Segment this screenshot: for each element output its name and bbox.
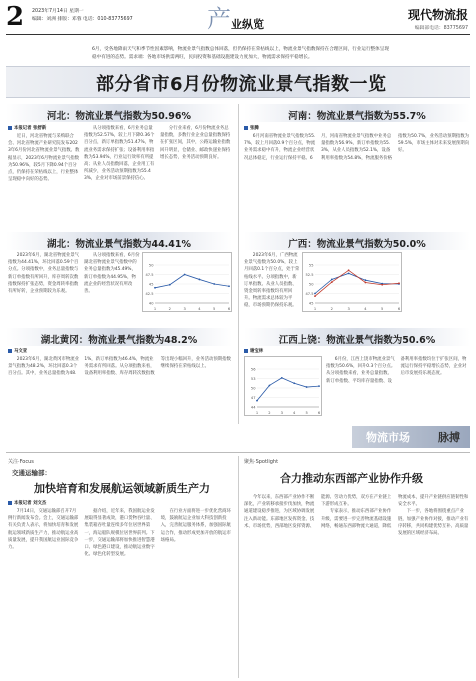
masthead (0, 0, 476, 42)
column-divider (238, 104, 239, 424)
article-huanggang: 2023年6月，湖北黄冈市物流业景气指数为48.2%，环比回落0.3个百分点。其中，业务总量指数为48.1%，新订单指数为46.4%，物流业务需求有所回落。从分项指数来看，设备利用率指数、库存周转次数指数等出现小幅回升，业务活动预期指数继续保持在荣枯线以上。 (8, 357, 231, 377)
data-point (331, 281, 333, 283)
y-tick-label: 50 (308, 282, 314, 287)
masthead-editor: 编辑：刘洲 排版：邓蓉 电话：010-83775697 (32, 17, 133, 22)
y-tick-label: 45 (308, 301, 314, 306)
square-icon (244, 126, 248, 130)
masthead-info (32, 8, 142, 24)
byline-hebei: 本报记者 张舒新 (8, 125, 46, 132)
page-number: 2 (6, 2, 25, 32)
data-point (281, 377, 283, 379)
y-tick-label: 45 (148, 282, 154, 287)
x-tick-label: 3 (280, 411, 283, 415)
data-point (348, 272, 350, 274)
x-tick-label: 3 (183, 307, 186, 311)
article-hubei-col1: 2023年6月，湖北省物流业景气指数为44.41%，环比回落0.59个百分点。分项指数中，业务总量指数与新订单指数有所回升，库存周转次数指数保持扩张态势，资金周转率指数有所好转，企业预期较为乐观。 (8, 253, 80, 295)
data-point (314, 293, 316, 295)
chart-guangxi (302, 252, 402, 312)
x-tick-label: 1 (153, 307, 157, 311)
y-tick-label: 50 (148, 263, 154, 268)
article-shangrao: 6月份，江西上饶市物流业景气指数为50.6%，回升0.3个百分点。从分项指数来看，业务总量指数、新订单指数、平均库存量指数、设备利用率指数均位于扩张区间，物流运行保持平稳增长态势，企业对后市发展持乐观态度。 (326, 357, 467, 384)
column-logo-big: 产 (207, 5, 231, 33)
square-icon (8, 349, 12, 353)
y-tick-label: 40 (148, 301, 154, 306)
article-bottom-right: 今年以来，东西部产业协作不断深化，产业转移承接步伐加快，物流通道建设稳步推进，为区域协调发展注入新动能。东部地区发挥资金、技术、市场优势，西部地区发挥资源、能源、劳动力优势，双方在产业链上下游形成互补。 专家表示，推动东西部产业协作升级，需要进一步完善物流基础设施网络，畅通东西部物流大通道，降低物流成本，提升产业链供应链韧性和安全水平。 下一步，各地将围绕重点产业链，加强产业协作对接，推动产业有序转移，共同构建优势互补、高质量发展的区域经济布局。 (244, 495, 469, 537)
data-point (199, 279, 201, 281)
x-tick-label: 6 (317, 411, 321, 415)
section-title-hebei: 河北：物流业景气指数为50.96% (6, 104, 232, 122)
data-point (348, 269, 350, 271)
masthead-date: 2023年7月14日 星期一 (32, 9, 84, 14)
newspaper-brand: 现代物流报 (407, 8, 468, 22)
data-point (184, 274, 186, 276)
column-logo (207, 6, 269, 36)
bottom-divider (6, 452, 470, 453)
masthead-rule (6, 34, 470, 35)
square-icon (8, 126, 12, 130)
article-hebei-col1: 近日，河北省物流与采购联合会、河北省物流产业研究院发布2023年6月份河北省物流业景气指数。数据显示，2023年6月物流业景气指数为50.96%，较5月下降0.94个百分点，仍保持在荣枯线以上，行业整体呈现稳中向好的态势。 (8, 134, 80, 183)
feature-banner (352, 426, 470, 448)
section-title-huanggang: 湖北黄冈：物流业景气指数为48.2% (6, 328, 232, 346)
article-hubei-col2: 从分项指数来看，6月份湖北省物流业景气指数中的业务总量指数为45.49%，新订单指数为44.95%，物流企业的经营状况有所改善。 (84, 253, 140, 295)
article-hebei-col2: 从分项指数来看，6月业务总量指数为52.57%，较上月下降0.36个百分点，新订单指数为51.47%，物流业务需求保持扩张；设备利用率指数为53.94%，行业运行效率有所提高；从业人员指数回落，企业用工有所减少，业务活动预期指数为55.43%，企业对市场前景保持信心。 (84, 126, 155, 182)
byline-bottom-left: 本报记者 刘文杰 (8, 500, 46, 507)
x-tick-label: 5 (381, 307, 384, 311)
data-point (169, 284, 171, 286)
series-line-1 (155, 275, 229, 288)
square-icon (8, 501, 12, 505)
article-guangxi: 2023年6月，广西物流业景气指数为50.0%，较上月回落0.1个百分点，处于荣枯线水平。分项指数中，新订单指数、从业人员指数、资金周转率指数均有所回升。物流需求总体较为平稳，市场预期仍保持乐观。 (244, 253, 300, 309)
y-tick-label: 55 (308, 263, 314, 268)
tag-spotlight: 聚焦·Spotlight (244, 459, 279, 465)
y-tick-label: 47 (250, 395, 256, 400)
data-point (306, 386, 308, 388)
section-title-henan: 河南：物流业景气指数为55.7% (244, 104, 470, 122)
headline-bottom-right: 合力推动东西部产业协作升级 (280, 472, 423, 485)
main-title-band (6, 66, 470, 98)
y-tick-label: 44 (250, 405, 256, 410)
byline-henan: 张腾 (244, 125, 259, 132)
section-title-shangrao: 江西上饶：物流业景气指数为50.6% (244, 328, 470, 346)
data-point (213, 283, 215, 285)
y-tick-label: 53 (250, 376, 256, 381)
section-title-hubei: 湖北：物流业景气指数为44.41% (6, 232, 232, 250)
square-icon (244, 349, 248, 353)
x-tick-label: 4 (293, 411, 296, 415)
chart-hubei (142, 252, 232, 312)
feature-banner-right: 脉搏 (438, 431, 460, 444)
article-bottom-left: 7月14日，交通运输部召开7月例行新闻发布会。会上，交通运输部有关负责人表示，将加快培育和发展航运领域新质生产力，推动航运业高质量发展，提升我国航运业国际竞争力。 据介绍，近年来，我国航运业发展取得显著成效，港口货物吞吐量、集装箱吞吐量连续多年位居世界第一，海运船队规模位居世界前列。下一步，交通运输部将加快推进智慧港口、绿色港口建设，推动航运业数字化、绿色化转型发展。 在行业方面将进一步优化营商环境，鼓励航运企业加大科技创新投入，完善航运服务体系，加强国际航运合作，推动形成更加开放的航运市场格局。 (8, 509, 231, 558)
newspaper-brand-sub: 编辑部电话：83775697 (414, 26, 468, 31)
data-point (398, 282, 400, 284)
article-henan: 6月河南省物流业景气指数为55.7%，较上月回落0.9个百分点，物流业务需求稳中有升，物流企业经营状况总体稳定，行业运行保持平稳。6月，河南省物流业景气指数中业务总量指数为56.9%，新订单指数为55.3%，从业人员指数为52.1%，设备利用率指数为54.8%，物流服务价格指数为50.7%，业务活动预期指数为59.5%，市场主体对未来发展预期向好。 (244, 134, 470, 161)
x-tick-label: 1 (255, 411, 259, 415)
data-point (293, 382, 295, 384)
data-point (331, 279, 333, 281)
feature-banner-left: 物流市场 (366, 431, 410, 444)
byline-shangrao: 谢宝林 (244, 348, 263, 355)
y-tick-label: 47.5 (305, 291, 314, 296)
y-tick-label: 47.5 (145, 272, 154, 277)
x-tick-label: 2 (168, 307, 171, 311)
headline-bottom-left: 加快培育和发展航运领域新质生产力 (34, 482, 210, 495)
data-point (256, 400, 258, 402)
data-point (381, 284, 383, 286)
x-tick-label: 2 (330, 307, 333, 311)
data-point (365, 282, 367, 284)
x-tick-label: 4 (198, 307, 201, 311)
data-point (365, 279, 367, 281)
x-tick-label: 3 (347, 307, 350, 311)
data-point (318, 385, 320, 387)
kicker-bottom-left: 交通运输部： (12, 469, 51, 477)
x-tick-label: 5 (213, 307, 216, 311)
bottom-column-divider (238, 456, 239, 678)
x-tick-label: 6 (397, 307, 401, 311)
lead-paragraph: 6月，受各地降雨天气和季节性因素影响，物流业景气指数总体回落，但仍保持在荣枯线以上，物流业景气指数保持在合理区间，行业运行整体呈现稳中有进的态势。需求端：各地市场供需两旺，民间投资和基础设施建设力度加大，物流需求保持平稳增长。 (92, 47, 389, 60)
main-title: 部分省市6月份物流业景气指数一览 (96, 74, 387, 95)
data-point (269, 385, 271, 387)
series-line-1 (257, 378, 319, 401)
tag-focus: 关注·Focus (8, 459, 34, 465)
section-title-guangxi: 广西：物流业景气指数为50.0% (244, 232, 470, 250)
x-tick-label: 4 (364, 307, 367, 311)
article-hebei-col3: 分行业来看，6月份物流业务总量指数，多数行业企业总量指数保持在扩张区间，其中，公路运输业指数回升明显，仓储业、邮政快递业保持增长态势，业务活动预期良好。 (160, 126, 231, 160)
y-tick-label: 56 (250, 367, 256, 372)
x-tick-label: 5 (305, 411, 308, 415)
chart-shangrao-svg (245, 357, 323, 417)
y-tick-label: 42.5 (145, 291, 154, 296)
data-point (154, 287, 156, 289)
data-point (228, 285, 230, 287)
x-tick-label: 2 (268, 411, 271, 415)
column-logo-small: 业纵览 (231, 18, 264, 31)
x-tick-label: 1 (313, 307, 317, 311)
y-tick-label: 50 (250, 386, 256, 391)
chart-guangxi-svg (303, 253, 403, 313)
byline-huanggang: 马文亚 (8, 348, 27, 355)
chart-shangrao (244, 356, 322, 416)
chart-hubei-svg (143, 253, 233, 313)
y-tick-label: 52.5 (305, 272, 314, 277)
data-point (314, 295, 316, 297)
x-tick-label: 6 (227, 307, 231, 311)
